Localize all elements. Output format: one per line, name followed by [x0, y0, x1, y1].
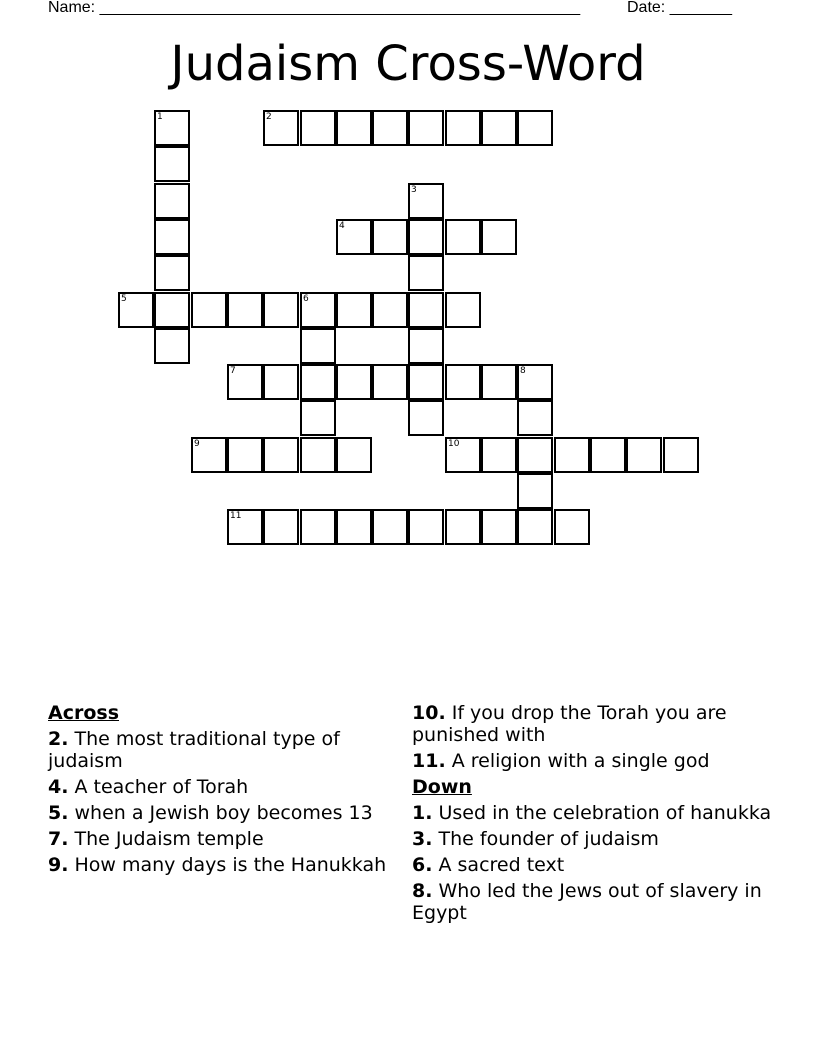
grid-cell[interactable] — [154, 328, 190, 364]
grid-cell[interactable] — [263, 110, 299, 146]
name-field[interactable]: Name: ______________________________________________________ — [48, 0, 581, 16]
grid-cell[interactable] — [408, 255, 444, 291]
clue-across-10 — [412, 702, 772, 746]
grid-cell[interactable] — [191, 437, 227, 473]
clue-text: The Judaism temple — [74, 828, 264, 850]
grid-cell[interactable] — [517, 437, 553, 473]
clue-number: 5. — [48, 802, 69, 824]
grid-cell[interactable] — [263, 364, 299, 400]
clue-number-label: 4 — [339, 221, 345, 231]
grid-cell[interactable] — [590, 437, 626, 473]
grid-cell[interactable] — [408, 400, 444, 436]
grid-cell[interactable] — [336, 364, 372, 400]
grid-cell[interactable] — [481, 509, 517, 545]
clue-text: If you drop the Torah you are punished with — [412, 702, 727, 746]
grid-cell[interactable] — [154, 146, 190, 182]
grid-cell[interactable] — [336, 110, 372, 146]
clue-number-label: 3 — [411, 185, 417, 195]
clue-across-9 — [48, 854, 388, 876]
grid-cell[interactable] — [445, 110, 481, 146]
grid-cell[interactable] — [372, 364, 408, 400]
clue-text: A sacred text — [438, 854, 565, 876]
grid-cell[interactable] — [227, 437, 263, 473]
grid-cell[interactable] — [372, 509, 408, 545]
grid-cell[interactable] — [263, 509, 299, 545]
clue-text: A teacher of Torah — [74, 776, 249, 798]
clue-across-4 — [48, 776, 388, 798]
clue-number-label: 1 — [157, 112, 163, 122]
grid-cell[interactable] — [481, 219, 517, 255]
grid-cell[interactable] — [263, 437, 299, 473]
grid-cell[interactable] — [517, 509, 553, 545]
grid-cell[interactable] — [445, 219, 481, 255]
clue-down-3 — [412, 828, 772, 850]
clue-text: Who led the Jews out of slavery in Egypt — [412, 880, 762, 924]
clue-number-label: 9 — [194, 439, 200, 449]
clue-across-2 — [48, 728, 388, 772]
grid-cell[interactable] — [408, 110, 444, 146]
clue-text: Used in the celebration of hanukka — [438, 802, 772, 824]
clue-number-label: 5 — [121, 294, 127, 304]
across-heading: Across — [48, 702, 120, 724]
grid-cell[interactable] — [554, 509, 590, 545]
grid-cell[interactable] — [300, 509, 336, 545]
grid-cell[interactable] — [118, 292, 154, 328]
grid-cell[interactable] — [336, 509, 372, 545]
clue-across-5 — [48, 802, 388, 824]
clue-number: 11. — [412, 750, 446, 772]
date-field[interactable]: Date: _______ — [627, 0, 732, 16]
grid-cell[interactable] — [517, 364, 553, 400]
grid-cell[interactable] — [408, 183, 444, 219]
grid-cell[interactable] — [300, 292, 336, 328]
clue-number: 8. — [412, 880, 433, 902]
clue-number-label: 10 — [448, 439, 460, 449]
grid-cell[interactable] — [191, 292, 227, 328]
grid-cell[interactable] — [408, 364, 444, 400]
grid-cell[interactable] — [481, 364, 517, 400]
grid-cell[interactable] — [372, 219, 408, 255]
grid-cell[interactable] — [445, 437, 481, 473]
clue-number: 3. — [412, 828, 433, 850]
grid-cell[interactable] — [445, 292, 481, 328]
grid-cell[interactable] — [517, 400, 553, 436]
down-heading: Down — [412, 776, 472, 798]
grid-cell[interactable] — [300, 110, 336, 146]
clue-number: 6. — [412, 854, 433, 876]
clues-column-right — [412, 702, 772, 928]
grid-cell[interactable] — [300, 400, 336, 436]
grid-cell[interactable] — [517, 110, 553, 146]
grid-cell[interactable] — [300, 437, 336, 473]
clue-across-7 — [48, 828, 388, 850]
clue-text: The most traditional type of judaism — [48, 728, 340, 772]
grid-cell[interactable] — [154, 183, 190, 219]
grid-cell[interactable] — [154, 219, 190, 255]
clue-number: 10. — [412, 702, 446, 724]
grid-cell[interactable] — [626, 437, 662, 473]
clue-text: How many days is the Hanukkah — [74, 854, 387, 876]
grid-cell[interactable] — [408, 328, 444, 364]
grid-cell[interactable] — [554, 437, 590, 473]
grid-cell[interactable] — [445, 509, 481, 545]
page-title: Judaism Cross-Word — [170, 36, 646, 92]
clue-text: A religion with a single god — [451, 750, 710, 772]
grid-cell[interactable] — [372, 292, 408, 328]
clue-number-label: 8 — [520, 366, 526, 376]
grid-cell[interactable] — [481, 110, 517, 146]
clue-number: 2. — [48, 728, 69, 750]
clues-column-left — [48, 702, 388, 880]
grid-cell[interactable] — [336, 437, 372, 473]
grid-cell[interactable] — [263, 292, 299, 328]
grid-cell[interactable] — [336, 219, 372, 255]
clue-down-1 — [412, 802, 772, 824]
clue-number: 1. — [412, 802, 433, 824]
clue-number-label: 6 — [303, 294, 309, 304]
clue-number: 9. — [48, 854, 69, 876]
grid-cell[interactable] — [408, 292, 444, 328]
clue-number-label: 7 — [230, 366, 236, 376]
clue-number-label: 11 — [230, 511, 242, 521]
clue-number: 7. — [48, 828, 69, 850]
grid-cell[interactable] — [154, 110, 190, 146]
clue-across-11 — [412, 750, 772, 772]
grid-cell[interactable] — [663, 437, 699, 473]
clue-text: The founder of judaism — [438, 828, 659, 850]
clue-text: when a Jewish boy becomes 13 — [74, 802, 373, 824]
clue-number: 4. — [48, 776, 69, 798]
clue-number-label: 2 — [266, 112, 272, 122]
grid-cell[interactable] — [336, 292, 372, 328]
grid-cell[interactable] — [227, 509, 263, 545]
grid-cell[interactable] — [154, 292, 190, 328]
grid-cell[interactable] — [227, 292, 263, 328]
grid-cell[interactable] — [408, 219, 444, 255]
clue-down-8 — [412, 880, 772, 924]
grid-cell[interactable] — [372, 110, 408, 146]
grid-cell[interactable] — [300, 328, 336, 364]
clue-down-6 — [412, 854, 772, 876]
grid-cell[interactable] — [227, 364, 263, 400]
grid-cell[interactable] — [517, 473, 553, 509]
grid-cell[interactable] — [408, 509, 444, 545]
grid-cell[interactable] — [154, 255, 190, 291]
grid-cell[interactable] — [481, 437, 517, 473]
grid-cell[interactable] — [445, 364, 481, 400]
grid-cell[interactable] — [300, 364, 336, 400]
